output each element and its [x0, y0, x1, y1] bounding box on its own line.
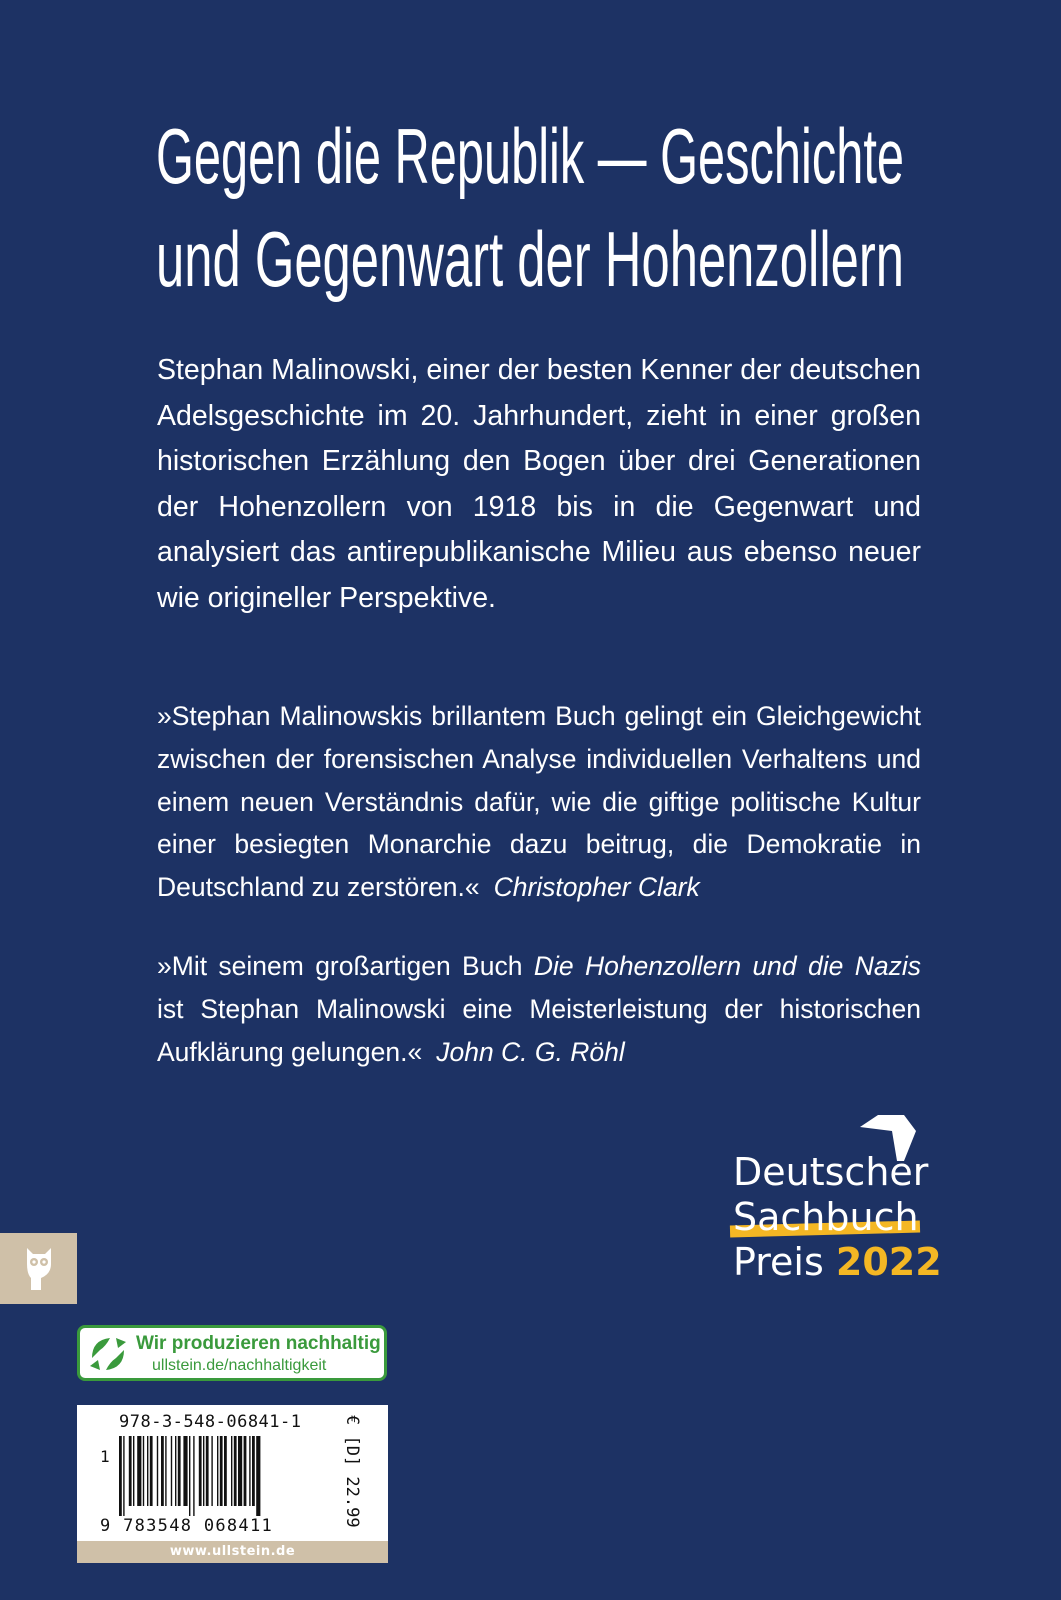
barcode-bar	[231, 1436, 232, 1506]
review-quote-2-text-after: ist Stephan Malinowski eine Meisterleistung der historischen Aufklärung gelungen.«	[157, 993, 921, 1067]
barcode-bar	[238, 1436, 242, 1506]
barcode-bar	[123, 1436, 124, 1516]
barcode-bar	[129, 1436, 132, 1506]
review-quote-2	[157, 945, 921, 1073]
title-line-2: und Gegenwart der Hohenzollern	[156, 215, 904, 303]
barcode-bar	[143, 1436, 144, 1506]
sustainability-url: ullstein.de/nachhaltigkeit	[152, 1357, 327, 1374]
barcode-bar	[150, 1436, 153, 1506]
barcode-bar	[157, 1436, 158, 1506]
sachbuchpreis-logo	[730, 1115, 950, 1315]
barcode-bar	[217, 1436, 218, 1506]
barcode-bar	[211, 1436, 212, 1506]
book-description: Stephan Malinowski, einer der besten Kenner der deutschen Adelsgeschichte im 20. Jahrhundert, zieht in einer großen historischen Erzählung den Bogen über drei Generationen der Hohenzollern von 1918 bis in die Gegenwart und analysiert das antirepublikanische Milieu aus ebenso neuer wie origineller Perspektive.	[157, 354, 921, 614]
barcode-bar	[137, 1436, 141, 1506]
prize-word-deutscher: Deutscher	[733, 1150, 929, 1194]
barcode-bar	[224, 1436, 227, 1506]
isbn-number: 978-3-548-06841-1	[119, 1412, 302, 1432]
review-quote-2-text-before: »Mit seinem großartigen Buch	[157, 951, 523, 981]
barcode-bar	[147, 1436, 148, 1506]
barcode-bar	[175, 1436, 176, 1506]
barcode-bar	[171, 1436, 172, 1506]
sustainability-badge	[77, 1325, 387, 1381]
barcode-bar	[133, 1436, 134, 1506]
price-label: € [D] 22.99	[342, 1415, 362, 1528]
sustainability-title: Wir produzieren nachhaltig	[136, 1333, 381, 1354]
publisher-website: www.ullstein.de	[77, 1541, 388, 1563]
barcode-bar	[234, 1436, 237, 1506]
title-line-1: Gegen die Republik — Geschichte	[156, 112, 904, 200]
barcode-bar	[161, 1436, 164, 1506]
barcode-bar	[193, 1436, 194, 1516]
barcode-bar	[249, 1436, 250, 1506]
barcode-bar	[119, 1436, 122, 1516]
owl-icon	[19, 1244, 59, 1294]
review-quote-1	[157, 695, 921, 909]
prize-year: 2022	[835, 1240, 942, 1284]
barcode-bars	[117, 1436, 339, 1516]
book-title-graphic	[156, 105, 916, 315]
barcode-bar	[165, 1436, 166, 1506]
barcode-lead-digit: 1	[100, 1447, 110, 1466]
barcode-bar	[256, 1436, 260, 1516]
barcode-bar	[206, 1436, 209, 1506]
barcode-bar	[244, 1436, 247, 1506]
prize-word-preis	[733, 1242, 942, 1282]
recycle-leaf-icon	[86, 1332, 130, 1376]
barcode-bar	[178, 1436, 181, 1506]
barcode-bar	[183, 1436, 187, 1506]
barcode-bar	[189, 1436, 190, 1516]
barcode-bar	[252, 1436, 255, 1506]
ullstein-owl-logo	[0, 1233, 77, 1304]
review-quote-1-author: Christopher Clark	[493, 872, 700, 903]
review-quote-2-book-title: Die Hohenzollern und die Nazis	[533, 951, 921, 981]
barcode-digits: 9 783548 068411	[100, 1516, 274, 1536]
book-title	[156, 105, 916, 315]
review-quote-2-author: John C. G. Röhl	[436, 1036, 625, 1067]
barcode-bar	[220, 1436, 223, 1506]
review-quote-1-text: »Stephan Malinowskis brillantem Buch gelingt ein Gleichgewicht zwischen der forensischen Analyse individuellen Verhaltens und einem neuen Verständnis dafür, wie die giftige politische Kultur einer besiegten Monarchie dazu beitrug, die Demokratie in Deutschland zu zerstören.«	[157, 701, 921, 903]
prize-preis-label: Preis	[733, 1240, 824, 1284]
barcode-bar	[199, 1436, 202, 1506]
isbn-barcode	[77, 1405, 388, 1563]
prize-word-sachbuch: Sachbuch	[733, 1195, 919, 1239]
barcode-bar	[203, 1436, 204, 1506]
